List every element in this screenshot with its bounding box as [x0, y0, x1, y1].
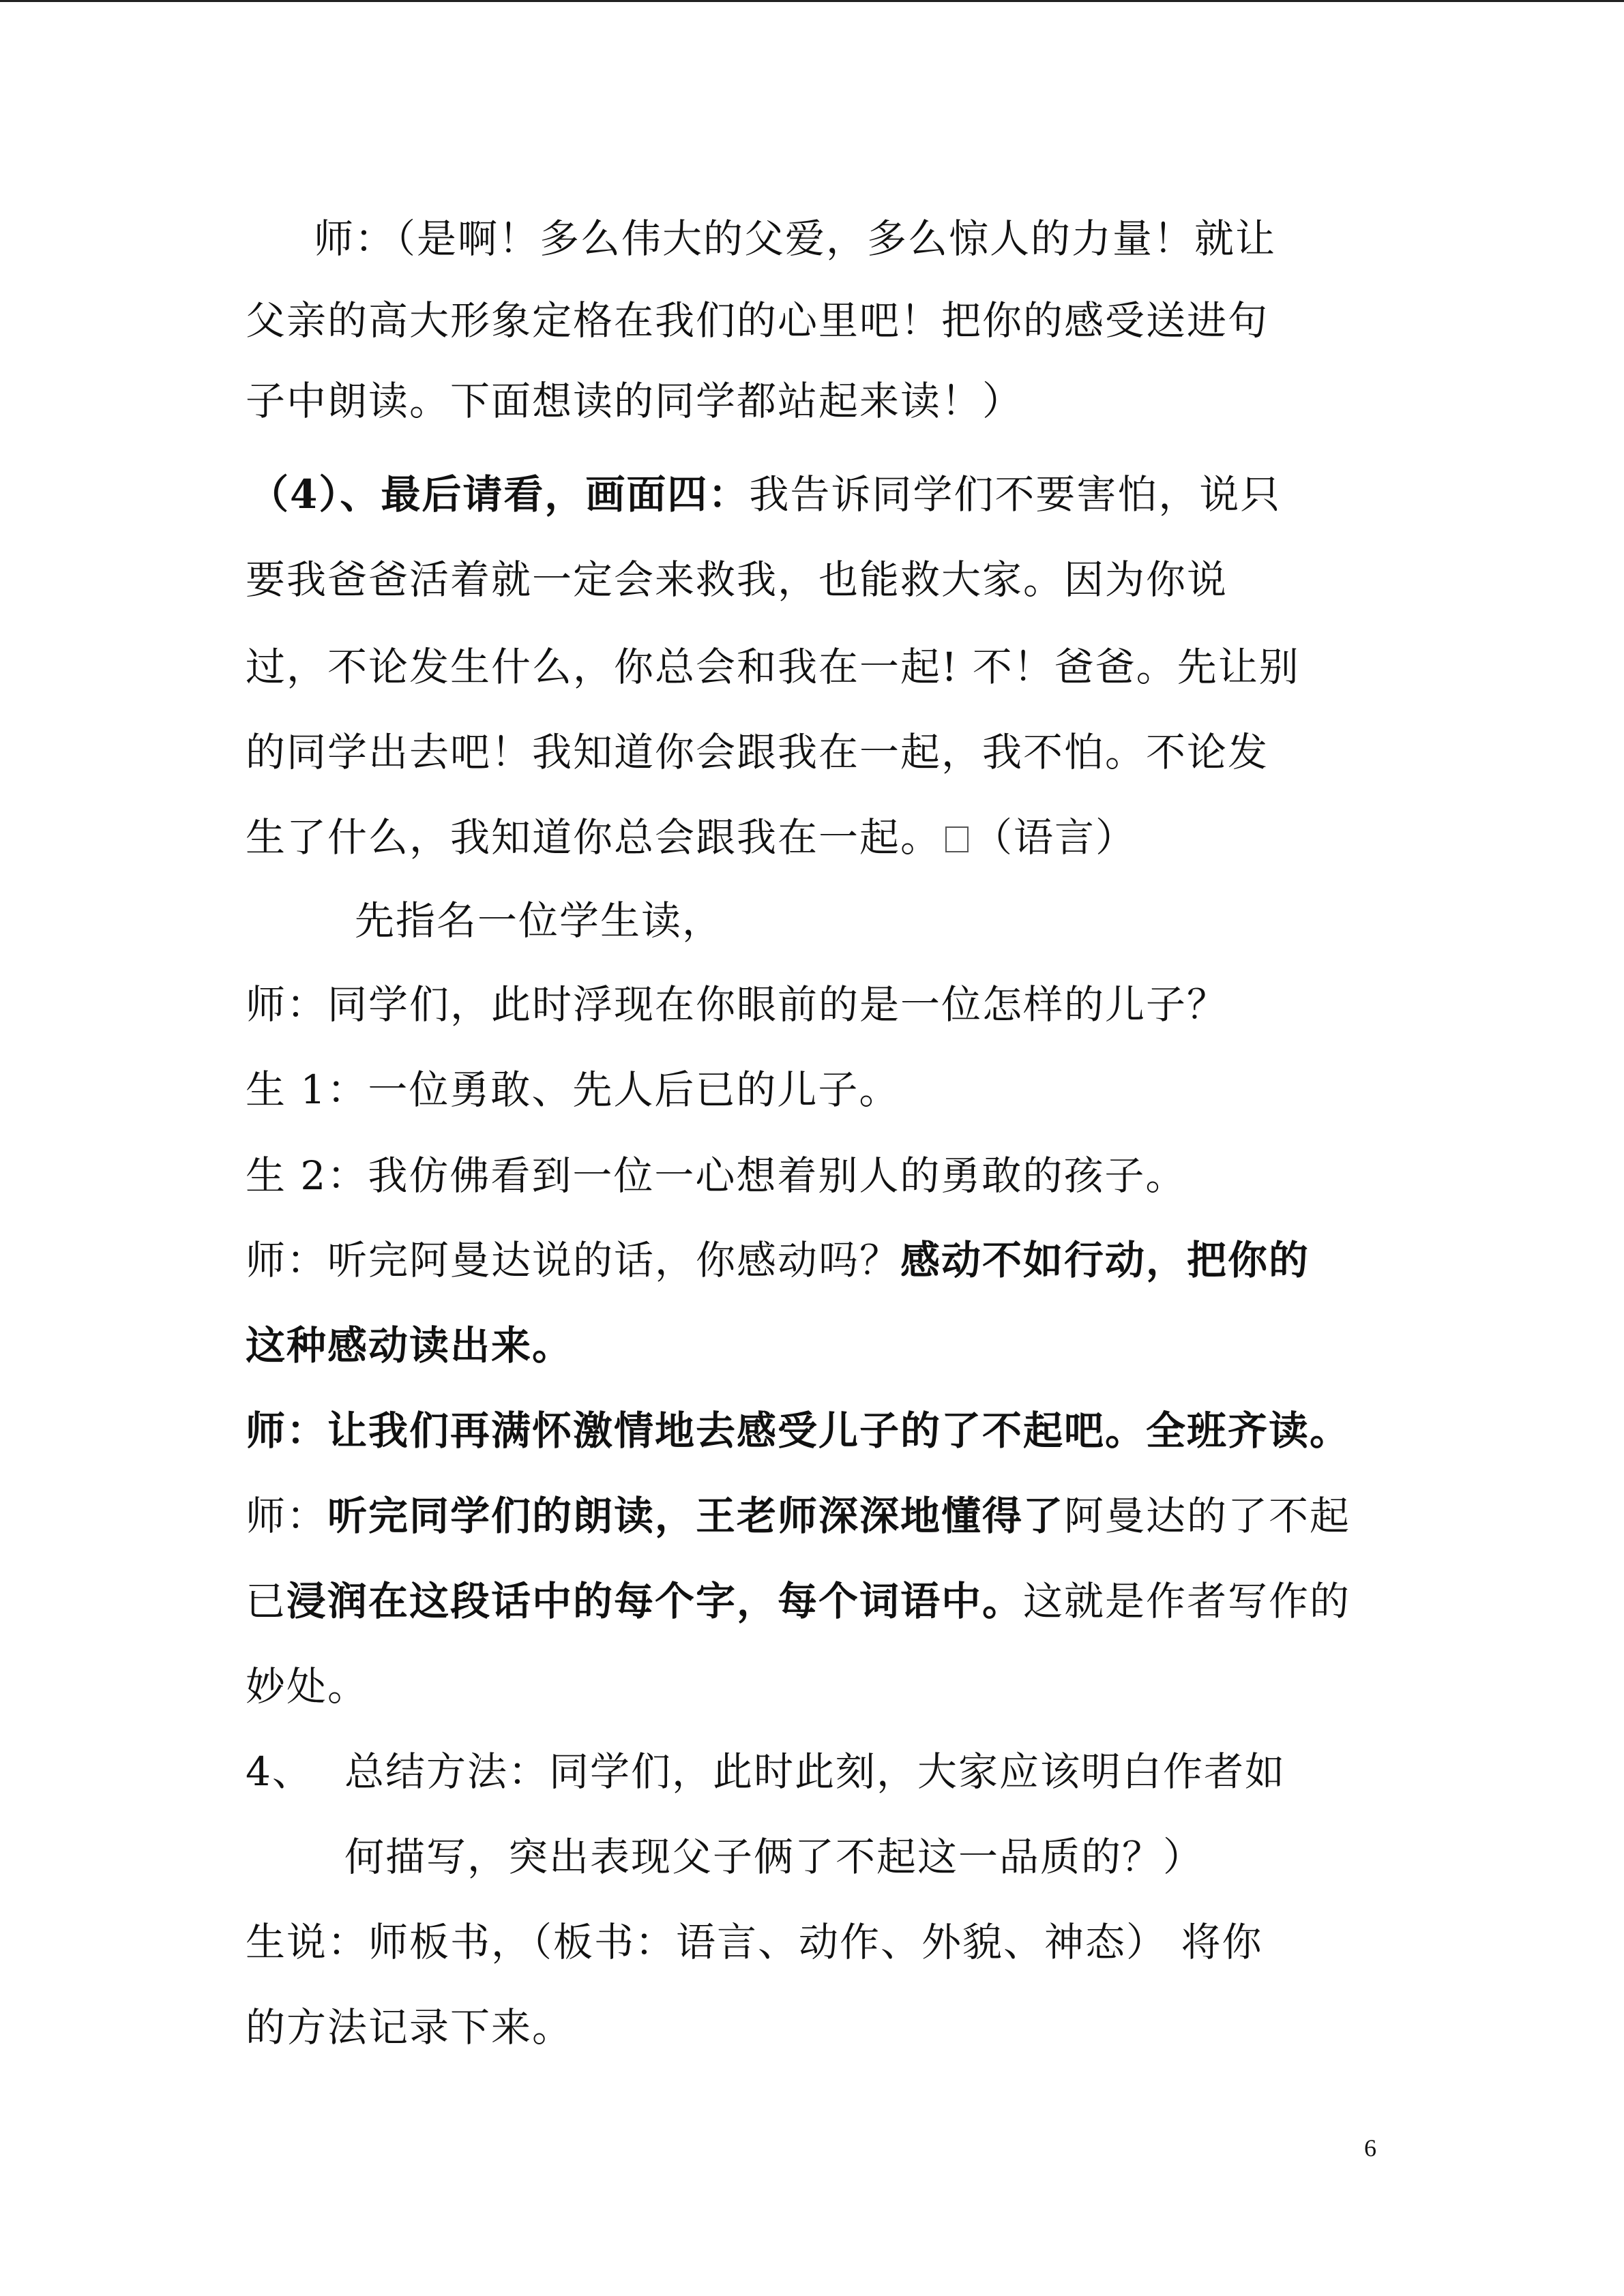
- paragraph-teacher-1-line-1: 师：（是啊！多么伟大的父爱，多么惊人的力量！就让: [314, 215, 1277, 262]
- blackboard-line-1: 生说：师板书，（板书：语言、动作、外貌、神态） 将你: [246, 1919, 1263, 1965]
- language-tag: （语言）: [973, 814, 1137, 861]
- teacher-feeling-bold: 感动不如行动，把你的: [900, 1237, 1310, 1283]
- teacher-summary-text-2c: 这就是作者写作的: [1023, 1578, 1351, 1624]
- class-read-line: 师：让我们再满怀激情地去感受儿子的了不起吧。全班齐读。: [246, 1407, 1351, 1454]
- placeholder-box-icon: [945, 826, 969, 852]
- teacher-feeling-text: 师：听完阿曼达说的话，你感动吗？: [246, 1237, 901, 1283]
- scene-four-text: 我告诉同学们不要害怕，说只: [749, 471, 1282, 518]
- student-1-answer-line: 生 1：一位勇敢、先人后已的儿子。: [246, 1067, 900, 1113]
- method-summary-line-1: 总结方法：同学们，此时此刻，大家应该明白作者如: [344, 1748, 1286, 1795]
- page-number: 6: [1364, 2134, 1376, 2162]
- instruction-line: 先指名一位学生读，: [355, 897, 724, 944]
- teacher-summary-text: 阿曼达的了不起: [1064, 1493, 1351, 1539]
- paragraph-teacher-1-line-3: 子中朗读。下面想读的同学都站起来读！）: [246, 378, 1024, 424]
- paragraph-scene-four-line-3: 过，不论发生什么，你总会和我在一起! 不！爸爸。先让别: [246, 644, 1300, 690]
- scene-four-heading: （4）、最后请看，画面四：: [249, 471, 750, 518]
- teacher-feeling-line-1: [246, 1233, 1310, 1287]
- paragraph-scene-four-line-5: [246, 810, 1136, 865]
- scene-four-text-end: 生了什么，我知道你总会跟我在一起。: [246, 814, 942, 861]
- blackboard-line-2: 的方法记录下来。: [246, 2004, 574, 2051]
- teacher-summary-line-3: 妙处。: [246, 1663, 369, 1710]
- teacher-summary-line-1: [246, 1489, 1350, 1543]
- student-2-answer-line: 生 2：我仿佛看到一位一心想着别人的勇敢的孩子。: [246, 1152, 1187, 1199]
- teacher-feeling-line-2: 这种感动读出来。: [246, 1322, 574, 1369]
- teacher-summary-bold: 听完同学们的朗读，王老师深深地懂得了: [327, 1493, 1065, 1539]
- teacher-summary-bold-2: 浸润在这段话中的每个字，每个词语中。: [286, 1578, 1024, 1624]
- teacher-summary-prefix: 师：: [246, 1493, 328, 1539]
- paragraph-scene-four-line-2: 要我爸爸活着就一定会来救我，也能救大家。因为你说: [246, 556, 1228, 603]
- teacher-question-line: 师：同学们，此时浮现在你眼前的是一位怎样的儿子？: [246, 981, 1228, 1028]
- paragraph-scene-four-line-1: [249, 467, 1281, 522]
- teacher-summary-text-2a: 已: [246, 1578, 287, 1624]
- teacher-summary-line-2: [246, 1574, 1350, 1628]
- method-item-number: 4、: [246, 1748, 313, 1795]
- method-summary-line-2: 何描写，突出表现父子俩了不起这一品质的？）: [344, 1834, 1205, 1880]
- paragraph-scene-four-line-4: 的同学出去吧！我知道你会跟我在一起，我不怕。不论发: [246, 729, 1269, 775]
- paragraph-teacher-1-line-2: 父亲的高大形象定格在我们的心里吧！把你的感受送进句: [246, 297, 1269, 344]
